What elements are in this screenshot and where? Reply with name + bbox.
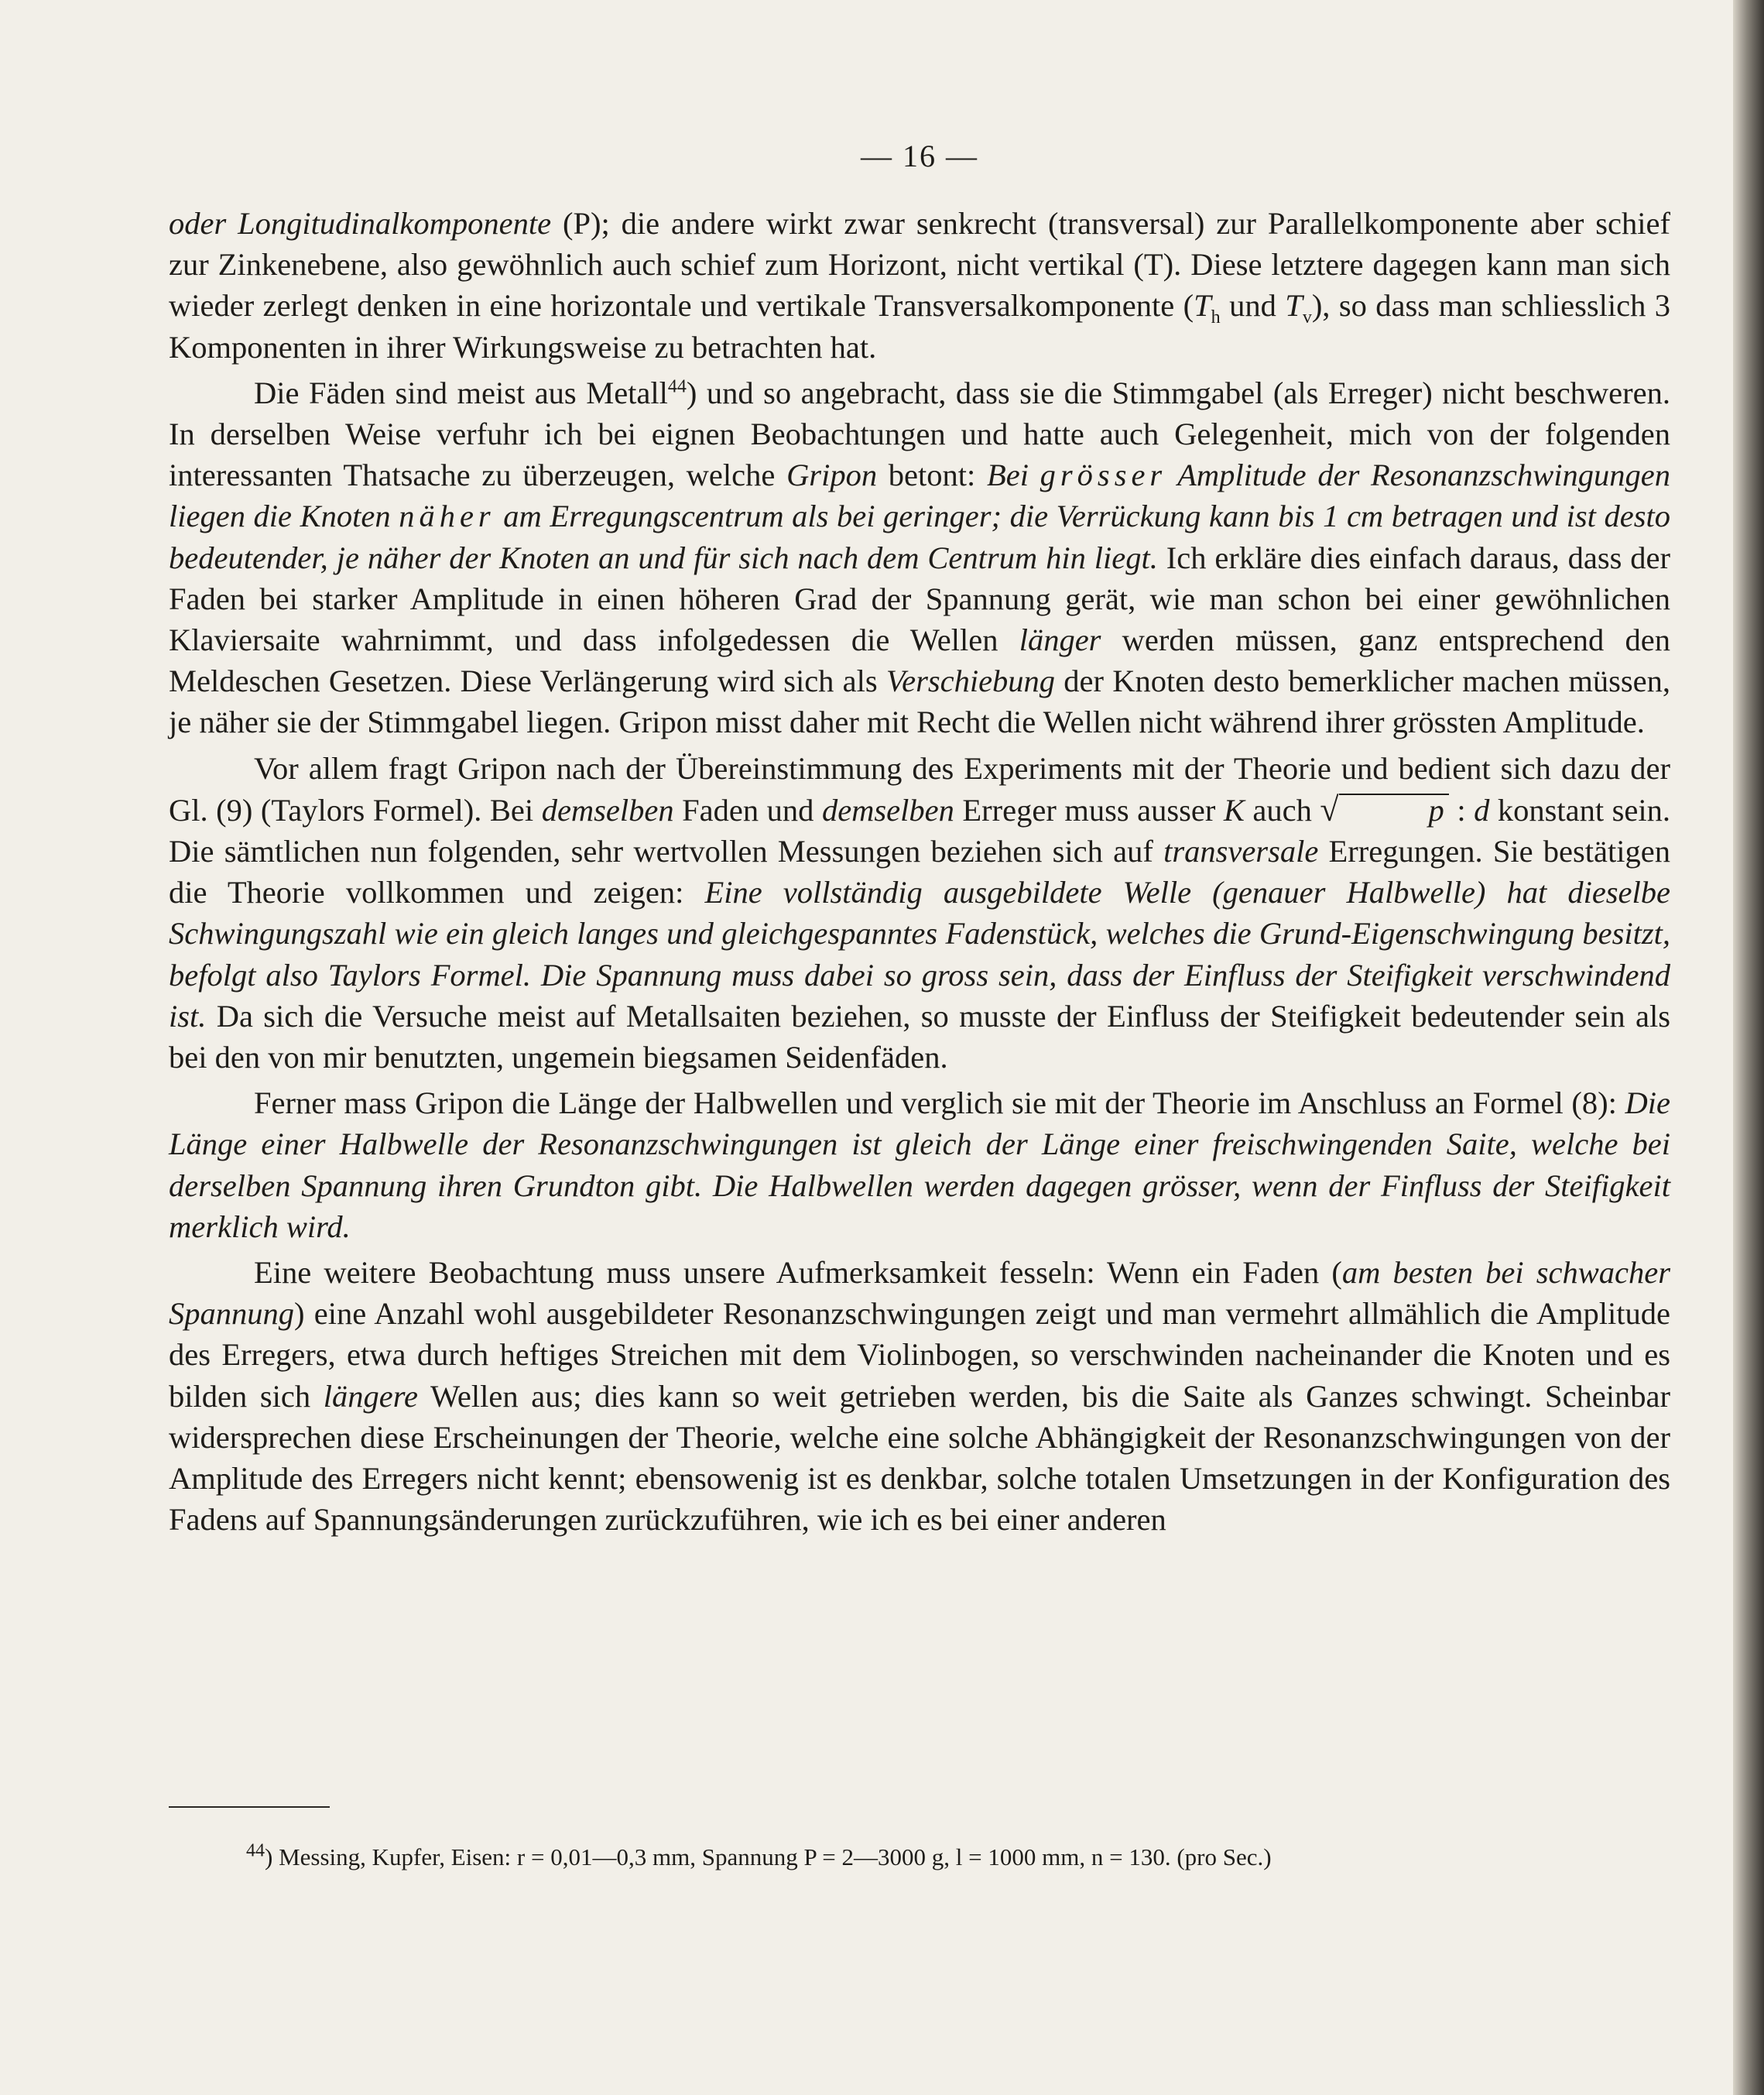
text-span: betont: bbox=[877, 458, 987, 493]
footnote-rule bbox=[169, 1806, 330, 1808]
page-number: — 16 — bbox=[861, 139, 978, 173]
italic-word: demselben bbox=[821, 792, 954, 828]
text-span: konstant sein. Die sämtlichen nun folgenden, sehr wertvollen Messungen beziehen sich auf bbox=[169, 792, 1670, 869]
text-span: ) eine Anzahl wohl ausgebildeter Resonanzschwingungen zeigt und man vermehrt allmählich die Amplitude des Erregers, etwa durch heftiges Streichen mit dem Violinbogen, so verschwinden nacheinander die Knoten und es bilden sich bbox=[169, 1296, 1670, 1414]
paragraph-5 bbox=[169, 1252, 1670, 1540]
italic-span: Die Länge einer Halbwelle der Resonanzschwingungen ist gleich der Länge einer freischwingenden Saite, welche bei derselben Spannung ihren Grundton gibt. Die Halbwellen werden dagegen grösser, wenn der Finfluss der Steifigkeit merklich wird. bbox=[169, 1085, 1670, 1244]
italic-word: demselben bbox=[541, 792, 674, 828]
text-span: Ich erkläre dies einfach daraus, dass der Faden bei starker Amplitude in einen höheren Grad der Spannung gerät, wie man schon bei einer gewöhnlichen Klaviersaite wahrnimmt, und dass infolgedessen die Wellen bbox=[169, 540, 1670, 658]
italic-span: Amplitude der Resonanzschwingungen liegen die Knoten bbox=[169, 458, 1671, 534]
book-page bbox=[169, 0, 1670, 2095]
italic-span: am besten bei schwacher Spannung bbox=[169, 1255, 1670, 1332]
text-span: werden müssen, ganz entsprechend den Meldeschen Gesetzen. Diese Verlängerung wird sich als bbox=[169, 622, 1670, 699]
spaced-italic: näher bbox=[399, 499, 495, 534]
italic-span: Bei bbox=[986, 458, 1040, 493]
footnote-ref: 44 bbox=[667, 376, 687, 397]
text-span: Vor allem fragt Gripon nach der Übereinstimmung des Experiments mit der Theorie und bedient sich dazu der Gl. (9) (Taylors Formel). Bei bbox=[169, 750, 1670, 828]
paragraph-1 bbox=[169, 203, 1670, 368]
symbol-d: d bbox=[1474, 792, 1490, 828]
text-span: Faden und bbox=[673, 792, 822, 828]
sqrt-sign: √ bbox=[1320, 790, 1339, 828]
text-span: Erregungen. Sie bestätigen die Theorie vollkommen und zeigen: bbox=[169, 834, 1670, 910]
text-span: Da sich die Versuche meist auf Metallsaiten beziehen, so musste der Einfluss der Steifigkeit bedeutender sein als bei den von mir benutzten, ungemein biegsamen Seidenfäden. bbox=[169, 998, 1670, 1075]
book-spine-shadow bbox=[1733, 0, 1764, 2095]
text-span: Die Fäden sind meist aus Metall bbox=[254, 375, 668, 410]
term-longitudinal: oder Longitudinalkomponente bbox=[169, 206, 552, 241]
italic-word: länger bbox=[1019, 622, 1101, 658]
symbol-tv: T bbox=[1285, 288, 1303, 324]
symbol-p: p bbox=[1339, 794, 1449, 827]
symbol-k: K bbox=[1223, 792, 1245, 828]
text-span: (P); die andere wirkt zwar senkrecht (transversal) zur Parallelkomponente aber schief zur Zinkenebene, also gewöhnlich auch schief zum Horizont, nicht vertikal (T). Diese letztere dagegen kann man sich wieder zerlegt denken in eine horizontale und vertikale Transversalkomponente ( bbox=[169, 206, 1670, 324]
text-span: der Knoten desto bemerklicher machen müssen, je näher sie der Stimmgabel liegen. Gripon misst daher mit Recht die Wellen nicht während ihrer grössten Amplitude. bbox=[169, 663, 1670, 740]
italic-word: transversale bbox=[1163, 834, 1319, 869]
italic-word: längere bbox=[323, 1378, 419, 1414]
text-span: ) und so angebracht, dass sie die Stimmgabel (als Erreger) nicht beschweren. In derselben Weise verfuhr ich bei eignen Beobachtungen und hatte auch Gelegenheit, mich von der folgenden interessanten Thatsache zu überzeugen, welche bbox=[169, 375, 1670, 493]
text-span: und bbox=[1220, 288, 1286, 324]
text-span: : bbox=[1448, 792, 1475, 828]
text-span: Erreger muss ausser bbox=[954, 792, 1224, 828]
text-span: ), so dass man schliesslich 3 Komponenten in ihrer Wirkungsweise zu betrachten hat. bbox=[169, 288, 1671, 365]
text-span: Ferner mass Gripon die Länge der Halbwellen und verglich sie mit der Theorie im Anschluss an Formel (8): bbox=[254, 1085, 1625, 1121]
paragraph-2 bbox=[169, 372, 1670, 743]
footnote-mark: 44 bbox=[246, 1840, 265, 1861]
italic-span: Eine vollständig ausgebildete Welle (genauer Halbwelle) hat dieselbe Schwingungszahl wie ein gleich langes und gleichgespanntes Fadenstück, welches die Grund-Eigenschwingung besitzt, befolgt also Taylors Formel. Die Spannung muss dabei so gross sein, dass der Einfluss der Steifigkeit verschwindend ist. bbox=[169, 875, 1671, 1034]
body-text bbox=[169, 203, 1670, 1541]
spaced-italic: grösser bbox=[1040, 458, 1167, 493]
paragraph-3 bbox=[169, 748, 1670, 1078]
text-span: auch bbox=[1244, 792, 1320, 828]
text-span: Eine weitere Beobachtung muss unsere Aufmerksamkeit fesseln: Wenn ein Faden ( bbox=[254, 1255, 1342, 1291]
italic-word: Verschiebung bbox=[885, 663, 1056, 699]
symbol-th: T bbox=[1194, 288, 1211, 324]
text-span: Wellen aus; dies kann so weit getrieben werden, bis die Saite als Ganzes schwingt. Scheinbar widersprechen diese Erscheinungen der Theorie, welche eine solche Abhängigkeit der Resonanzschwingungen von der Amplitude des Erregers nicht kennt; ebensowenig ist es denkbar, solche totalen Umsetzungen in der Konfiguration des Fadens auf Spannungsänderungen zurückzuführen, wie ich es bei einer anderen bbox=[169, 1378, 1670, 1538]
paragraph-4 bbox=[169, 1082, 1670, 1247]
subscript-v: v bbox=[1302, 307, 1312, 328]
subscript-h: h bbox=[1211, 307, 1221, 328]
italic-span: am Erregungscentrum als bei geringer; die Verrückung kann bis 1 cm betragen und ist desto bedeutender, je näher der Knoten an und für sich nach dem Centrum hin liegt. bbox=[169, 499, 1670, 575]
name-gripon: Gripon bbox=[786, 458, 878, 493]
footnote bbox=[246, 1841, 1670, 1874]
footnote-text: ) Messing, Kupfer, Eisen: r = 0,01—0,3 mm, Spannung P = 2—3000 g, l = 1000 mm, n = 130. (pro Sec.) bbox=[265, 1843, 1272, 1870]
